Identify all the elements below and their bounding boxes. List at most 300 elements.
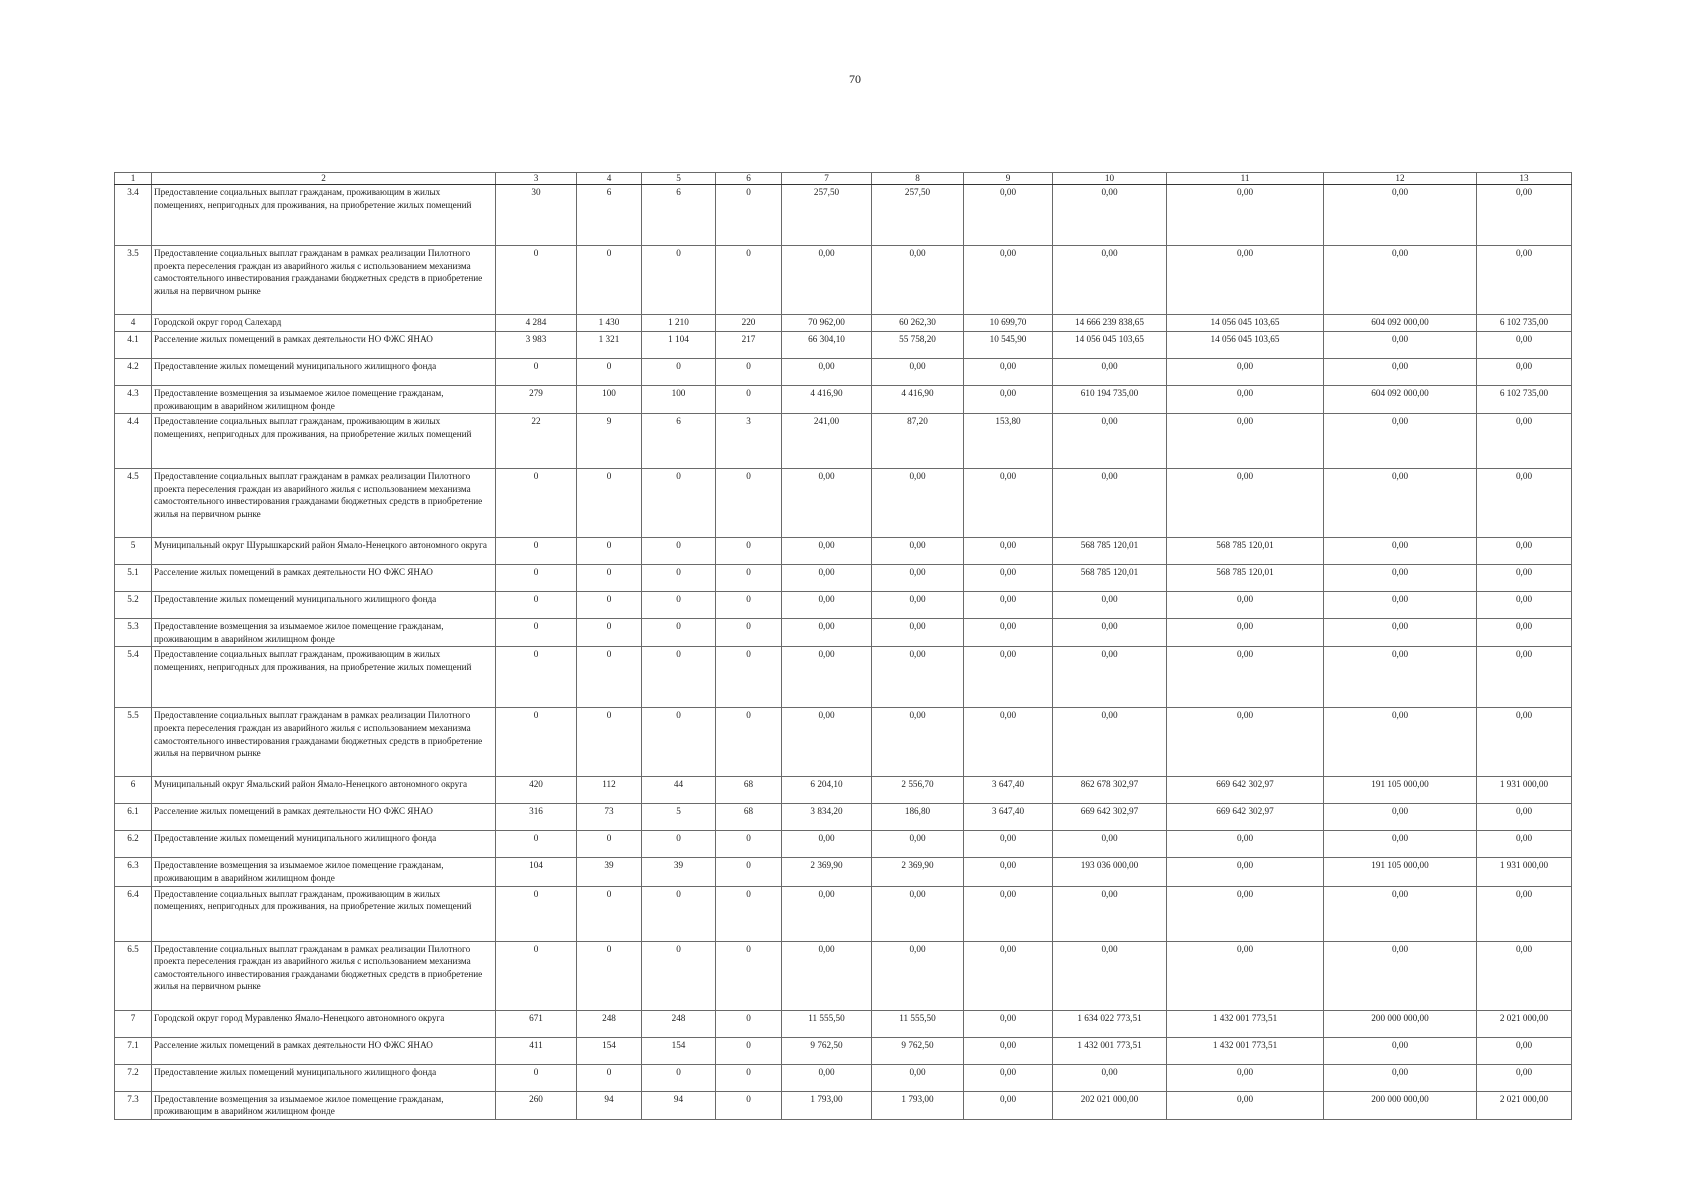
value-cell: 0,00 [964,185,1053,246]
row-number-cell: 4.5 [115,469,152,538]
value-cell: 0,00 [1324,414,1477,469]
value-cell: 2 021 000,00 [1477,1010,1572,1037]
value-cell: 0,00 [1167,941,1324,1010]
value-cell: 0 [642,831,716,858]
description-cell: Расселение жилых помещений в рамках деятельности НО ФЖС ЯНАО [152,565,496,592]
value-cell: 279 [496,386,577,414]
value-cell: 0,00 [1324,647,1477,708]
value-cell: 0,00 [1477,708,1572,777]
value-cell: 0,00 [1324,565,1477,592]
value-cell: 6 102 735,00 [1477,386,1572,414]
value-cell: 2 369,90 [872,858,964,886]
value-cell: 0,00 [872,886,964,941]
value-cell: 1 931 000,00 [1477,858,1572,886]
value-cell: 0,00 [1477,886,1572,941]
table-header [115,173,1572,185]
value-cell: 0 [577,886,642,941]
data-table [114,172,1572,1120]
description-cell: Расселение жилых помещений в рамках деятельности НО ФЖС ЯНАО [152,804,496,831]
value-cell: 200 000 000,00 [1324,1010,1477,1037]
description-cell: Предоставление социальных выплат гражданам, проживающим в жилых помещениях, непригодных для проживания, на приобретение жилых помещений [152,414,496,469]
table-row [115,592,1572,619]
value-cell: 6 [642,414,716,469]
value-cell: 44 [642,777,716,804]
value-cell: 217 [716,332,782,359]
value-cell: 68 [716,804,782,831]
value-cell: 0,00 [1167,886,1324,941]
value-cell: 0 [642,647,716,708]
value-cell: 257,50 [782,185,872,246]
value-cell: 154 [642,1037,716,1064]
value-cell: 10 699,70 [964,315,1053,332]
value-cell: 0,00 [1324,469,1477,538]
value-cell: 0 [716,941,782,1010]
value-cell: 0,00 [1167,831,1324,858]
value-cell: 0 [496,647,577,708]
value-cell: 0 [577,469,642,538]
description-cell: Предоставление возмещения за изымаемое жилое помещение гражданам, проживающим в аварийном жилищном фонде [152,619,496,647]
value-cell: 6 102 735,00 [1477,315,1572,332]
value-cell: 0 [716,246,782,315]
description-cell: Расселение жилых помещений в рамках деятельности НО ФЖС ЯНАО [152,332,496,359]
value-cell: 0,00 [1477,592,1572,619]
value-cell: 55 758,20 [872,332,964,359]
value-cell: 0,00 [872,708,964,777]
row-number-cell: 5.4 [115,647,152,708]
value-cell: 0 [496,1064,577,1091]
value-cell: 0,00 [1477,831,1572,858]
table-row [115,538,1572,565]
value-cell: 0 [642,538,716,565]
value-cell: 0,00 [964,831,1053,858]
value-cell: 1 104 [642,332,716,359]
value-cell: 0,00 [1053,831,1167,858]
value-cell: 0,00 [1167,246,1324,315]
value-cell: 6 [577,185,642,246]
value-cell: 0,00 [782,647,872,708]
value-cell: 0 [496,469,577,538]
value-cell: 94 [577,1091,642,1119]
value-cell: 0 [496,886,577,941]
description-cell: Предоставление социальных выплат гражданам, проживающим в жилых помещениях, непригодных для проживания, на приобретение жилых помещений [152,185,496,246]
value-cell: 0,00 [1477,185,1572,246]
value-cell: 0,00 [872,359,964,386]
value-cell: 0 [716,469,782,538]
value-cell: 0 [716,1091,782,1119]
value-cell: 0,00 [1324,538,1477,565]
value-cell: 0 [642,886,716,941]
value-cell: 1 432 001 773,51 [1167,1010,1324,1037]
row-number-cell: 5.3 [115,619,152,647]
value-cell: 0,00 [1477,1064,1572,1091]
header-row [115,173,1572,185]
value-cell: 0,00 [1324,246,1477,315]
value-cell: 241,00 [782,414,872,469]
row-number-cell: 6.1 [115,804,152,831]
value-cell: 14 056 045 103,65 [1167,332,1324,359]
value-cell: 1 931 000,00 [1477,777,1572,804]
value-cell: 0 [716,1010,782,1037]
value-cell: 0,00 [964,538,1053,565]
value-cell: 0,00 [782,565,872,592]
value-cell: 0,00 [872,246,964,315]
value-cell: 0 [716,831,782,858]
value-cell: 604 092 000,00 [1324,386,1477,414]
value-cell: 0 [716,386,782,414]
value-cell: 0,00 [1324,185,1477,246]
value-cell: 100 [642,386,716,414]
value-cell: 0,00 [964,941,1053,1010]
row-number-cell: 6.4 [115,886,152,941]
value-cell: 0 [642,565,716,592]
value-cell: 73 [577,804,642,831]
value-cell: 0,00 [1324,332,1477,359]
value-cell: 2 556,70 [872,777,964,804]
value-cell: 0,00 [1167,185,1324,246]
value-cell: 0,00 [1167,708,1324,777]
value-cell: 0,00 [1053,1064,1167,1091]
value-cell: 0 [642,619,716,647]
row-number-cell: 6.2 [115,831,152,858]
value-cell: 6 [642,185,716,246]
value-cell: 0,00 [782,592,872,619]
page-number: 70 [849,72,861,86]
table-row [115,565,1572,592]
value-cell: 193 036 000,00 [1053,858,1167,886]
column-header: 8 [872,173,964,185]
value-cell: 0 [496,708,577,777]
value-cell: 0,00 [1053,185,1167,246]
value-cell: 0,00 [964,647,1053,708]
value-cell: 0,00 [1324,1064,1477,1091]
value-cell: 3 834,20 [782,804,872,831]
description-cell: Предоставление жилых помещений муниципального жилищного фонда [152,592,496,619]
value-cell: 10 545,90 [964,332,1053,359]
description-cell: Предоставление жилых помещений муниципального жилищного фонда [152,831,496,858]
row-number-cell: 5.2 [115,592,152,619]
value-cell: 104 [496,858,577,886]
value-cell: 0 [577,246,642,315]
value-cell: 0 [716,1037,782,1064]
value-cell: 0,00 [782,619,872,647]
value-cell: 0,00 [1477,941,1572,1010]
value-cell: 0,00 [1324,708,1477,777]
table-row [115,804,1572,831]
table-row [115,1064,1572,1091]
value-cell: 0 [496,565,577,592]
value-cell: 1 793,00 [872,1091,964,1119]
value-cell: 9 762,50 [872,1037,964,1064]
value-cell: 0,00 [1053,941,1167,1010]
description-cell: Предоставление возмещения за изымаемое жилое помещение гражданам, проживающим в аварийном жилищном фонде [152,1091,496,1119]
value-cell: 0,00 [782,941,872,1010]
value-cell: 1 793,00 [782,1091,872,1119]
row-number-cell: 5 [115,538,152,565]
value-cell: 0 [496,619,577,647]
description-cell: Предоставление социальных выплат гражданам в рамках реализации Пилотного проекта переселения граждан из аварийного жилья с использованием механизма самостоятельного инвестирования гражданами бюджетных средств в приобретение жилья на первичном рынке [152,469,496,538]
value-cell: 191 105 000,00 [1324,777,1477,804]
table-row [115,831,1572,858]
description-cell: Предоставление социальных выплат гражданам, проживающим в жилых помещениях, непригодных для проживания, на приобретение жилых помещений [152,886,496,941]
value-cell: 248 [577,1010,642,1037]
value-cell: 0 [642,708,716,777]
value-cell: 0,00 [1477,565,1572,592]
value-cell: 4 416,90 [782,386,872,414]
value-cell: 0,00 [782,246,872,315]
row-number-cell: 5.1 [115,565,152,592]
value-cell: 0,00 [964,565,1053,592]
value-cell: 0,00 [1477,246,1572,315]
value-cell: 0,00 [1477,359,1572,386]
value-cell: 4 416,90 [872,386,964,414]
value-cell: 0 [577,565,642,592]
value-cell: 0 [716,619,782,647]
description-cell: Предоставление возмещения за изымаемое жилое помещение гражданам, проживающим в аварийном жилищном фонде [152,386,496,414]
column-header: 2 [152,173,496,185]
value-cell: 0 [642,246,716,315]
value-cell: 60 262,30 [872,315,964,332]
description-cell: Муниципальный округ Шурышкарский район Ямало-Ненецкого автономного округа [152,538,496,565]
value-cell: 568 785 120,01 [1167,565,1324,592]
description-cell: Расселение жилых помещений в рамках деятельности НО ФЖС ЯНАО [152,1037,496,1064]
value-cell: 0,00 [1167,647,1324,708]
value-cell: 0,00 [782,1064,872,1091]
value-cell: 0,00 [1324,886,1477,941]
value-cell: 0,00 [1477,619,1572,647]
value-cell: 0,00 [964,708,1053,777]
value-cell: 0,00 [872,647,964,708]
value-cell: 0,00 [872,565,964,592]
column-header: 6 [716,173,782,185]
description-cell: Муниципальный округ Ямальский район Ямало-Ненецкого автономного округа [152,777,496,804]
value-cell: 568 785 120,01 [1053,538,1167,565]
value-cell: 0 [577,831,642,858]
value-cell: 0,00 [1167,359,1324,386]
value-cell: 0,00 [1053,886,1167,941]
value-cell: 0,00 [1477,1037,1572,1064]
value-cell: 0,00 [964,1037,1053,1064]
table-row [115,619,1572,647]
description-cell: Предоставление социальных выплат гражданам в рамках реализации Пилотного проекта переселения граждан из аварийного жилья с использованием механизма самостоятельного инвестирования гражданами бюджетных средств в приобретение жилья на первичном рынке [152,941,496,1010]
value-cell: 0,00 [1167,858,1324,886]
row-number-cell: 6.3 [115,858,152,886]
description-cell: Предоставление социальных выплат гражданам, проживающим в жилых помещениях, непригодных для проживания, на приобретение жилых помещений [152,647,496,708]
value-cell: 568 785 120,01 [1167,538,1324,565]
value-cell: 0,00 [872,592,964,619]
value-cell: 0,00 [1053,647,1167,708]
description-cell: Предоставление социальных выплат гражданам в рамках реализации Пилотного проекта переселения граждан из аварийного жилья с использованием механизма самостоятельного инвестирования гражданами бюджетных средств в приобретение жилья на первичном рынке [152,246,496,315]
value-cell: 0,00 [1167,619,1324,647]
row-number-cell: 6 [115,777,152,804]
value-cell: 411 [496,1037,577,1064]
value-cell: 0,00 [1324,941,1477,1010]
value-cell: 0,00 [1477,647,1572,708]
value-cell: 0 [716,565,782,592]
table-row [115,1091,1572,1119]
value-cell: 0,00 [872,469,964,538]
value-cell: 22 [496,414,577,469]
column-header: 1 [115,173,152,185]
value-cell: 100 [577,386,642,414]
table-row [115,414,1572,469]
value-cell: 0,00 [782,708,872,777]
value-cell: 0,00 [1167,414,1324,469]
table-row [115,777,1572,804]
value-cell: 0,00 [964,246,1053,315]
value-cell: 257,50 [872,185,964,246]
value-cell: 1 432 001 773,51 [1053,1037,1167,1064]
table-row [115,647,1572,708]
value-cell: 0 [496,592,577,619]
value-cell: 0 [496,246,577,315]
value-cell: 1 432 001 773,51 [1167,1037,1324,1064]
value-cell: 669 642 302,97 [1053,804,1167,831]
value-cell: 0 [716,185,782,246]
value-cell: 0,00 [1167,1064,1324,1091]
value-cell: 0,00 [964,1091,1053,1119]
value-cell: 202 021 000,00 [1053,1091,1167,1119]
value-cell: 0,00 [964,386,1053,414]
column-header: 9 [964,173,1053,185]
value-cell: 0,00 [1053,592,1167,619]
row-number-cell: 7.3 [115,1091,152,1119]
value-cell: 0 [642,941,716,1010]
value-cell: 669 642 302,97 [1167,777,1324,804]
value-cell: 3 647,40 [964,804,1053,831]
value-cell: 0,00 [1477,538,1572,565]
row-number-cell: 5.5 [115,708,152,777]
column-header: 3 [496,173,577,185]
value-cell: 66 304,10 [782,332,872,359]
table-row [115,386,1572,414]
value-cell: 39 [642,858,716,886]
value-cell: 191 105 000,00 [1324,858,1477,886]
value-cell: 0,00 [1053,619,1167,647]
value-cell: 0 [716,858,782,886]
value-cell: 0,00 [872,941,964,1010]
row-number-cell: 4.1 [115,332,152,359]
description-cell: Предоставление жилых помещений муниципального жилищного фонда [152,1064,496,1091]
value-cell: 0,00 [1167,592,1324,619]
value-cell: 0,00 [1167,469,1324,538]
value-cell: 0,00 [1167,1091,1324,1119]
value-cell: 0 [642,359,716,386]
value-cell: 0,00 [964,619,1053,647]
value-cell: 0,00 [872,1064,964,1091]
value-cell: 11 555,50 [872,1010,964,1037]
value-cell: 1 430 [577,315,642,332]
column-header: 10 [1053,173,1167,185]
table-row [115,469,1572,538]
value-cell: 420 [496,777,577,804]
value-cell: 0 [577,538,642,565]
column-header: 11 [1167,173,1324,185]
value-cell: 112 [577,777,642,804]
value-cell: 9 762,50 [782,1037,872,1064]
value-cell: 0,00 [1053,469,1167,538]
value-cell: 0 [577,1064,642,1091]
value-cell: 153,80 [964,414,1053,469]
value-cell: 0 [642,1064,716,1091]
table-row [115,1010,1572,1037]
value-cell: 0 [716,708,782,777]
value-cell: 248 [642,1010,716,1037]
value-cell: 68 [716,777,782,804]
table-row [115,708,1572,777]
value-cell: 1 210 [642,315,716,332]
value-cell: 0,00 [1324,359,1477,386]
value-cell: 0,00 [1053,414,1167,469]
value-cell: 671 [496,1010,577,1037]
value-cell: 0,00 [1324,1037,1477,1064]
value-cell: 5 [642,804,716,831]
description-cell: Предоставление социальных выплат гражданам в рамках реализации Пилотного проекта переселения граждан из аварийного жилья с использованием механизма самостоятельного инвестирования гражданами бюджетных средств в приобретение жилья на первичном рынке [152,708,496,777]
value-cell: 0,00 [872,831,964,858]
value-cell: 0 [577,359,642,386]
value-cell: 3 647,40 [964,777,1053,804]
value-cell: 0,00 [782,469,872,538]
value-cell: 0,00 [1324,619,1477,647]
table-row [115,1037,1572,1064]
value-cell: 0,00 [1477,332,1572,359]
value-cell: 610 194 735,00 [1053,386,1167,414]
value-cell: 0 [716,592,782,619]
table-row [115,315,1572,332]
value-cell: 0 [716,647,782,708]
table-row [115,858,1572,886]
value-cell: 0 [716,538,782,565]
value-cell: 0,00 [964,359,1053,386]
table-row [115,185,1572,246]
table-body [115,185,1572,1120]
value-cell: 0 [716,1064,782,1091]
row-number-cell: 4 [115,315,152,332]
value-cell: 0,00 [964,886,1053,941]
column-header: 13 [1477,173,1572,185]
value-cell: 316 [496,804,577,831]
value-cell: 14 666 239 838,65 [1053,315,1167,332]
value-cell: 0,00 [1053,708,1167,777]
value-cell: 0 [577,619,642,647]
value-cell: 0,00 [782,538,872,565]
row-number-cell: 6.5 [115,941,152,1010]
description-cell: Городской округ город Муравленко Ямало-Ненецкого автономного округа [152,1010,496,1037]
value-cell: 1 634 022 773,51 [1053,1010,1167,1037]
value-cell: 4 284 [496,315,577,332]
value-cell: 14 056 045 103,65 [1167,315,1324,332]
description-cell: Предоставление возмещения за изымаемое жилое помещение гражданам, проживающим в аварийном жилищном фонде [152,858,496,886]
value-cell: 0,00 [872,538,964,565]
table-row [115,332,1572,359]
value-cell: 0,00 [782,359,872,386]
value-cell: 9 [577,414,642,469]
value-cell: 0 [577,941,642,1010]
value-cell: 0,00 [964,858,1053,886]
column-header: 12 [1324,173,1477,185]
table-row [115,246,1572,315]
value-cell: 0 [577,708,642,777]
value-cell: 0,00 [1477,469,1572,538]
table-row [115,886,1572,941]
value-cell: 0 [496,359,577,386]
value-cell: 0,00 [1324,592,1477,619]
value-cell: 3 983 [496,332,577,359]
value-cell: 0,00 [782,831,872,858]
value-cell: 30 [496,185,577,246]
value-cell: 0,00 [964,469,1053,538]
row-number-cell: 7 [115,1010,152,1037]
value-cell: 186,80 [872,804,964,831]
